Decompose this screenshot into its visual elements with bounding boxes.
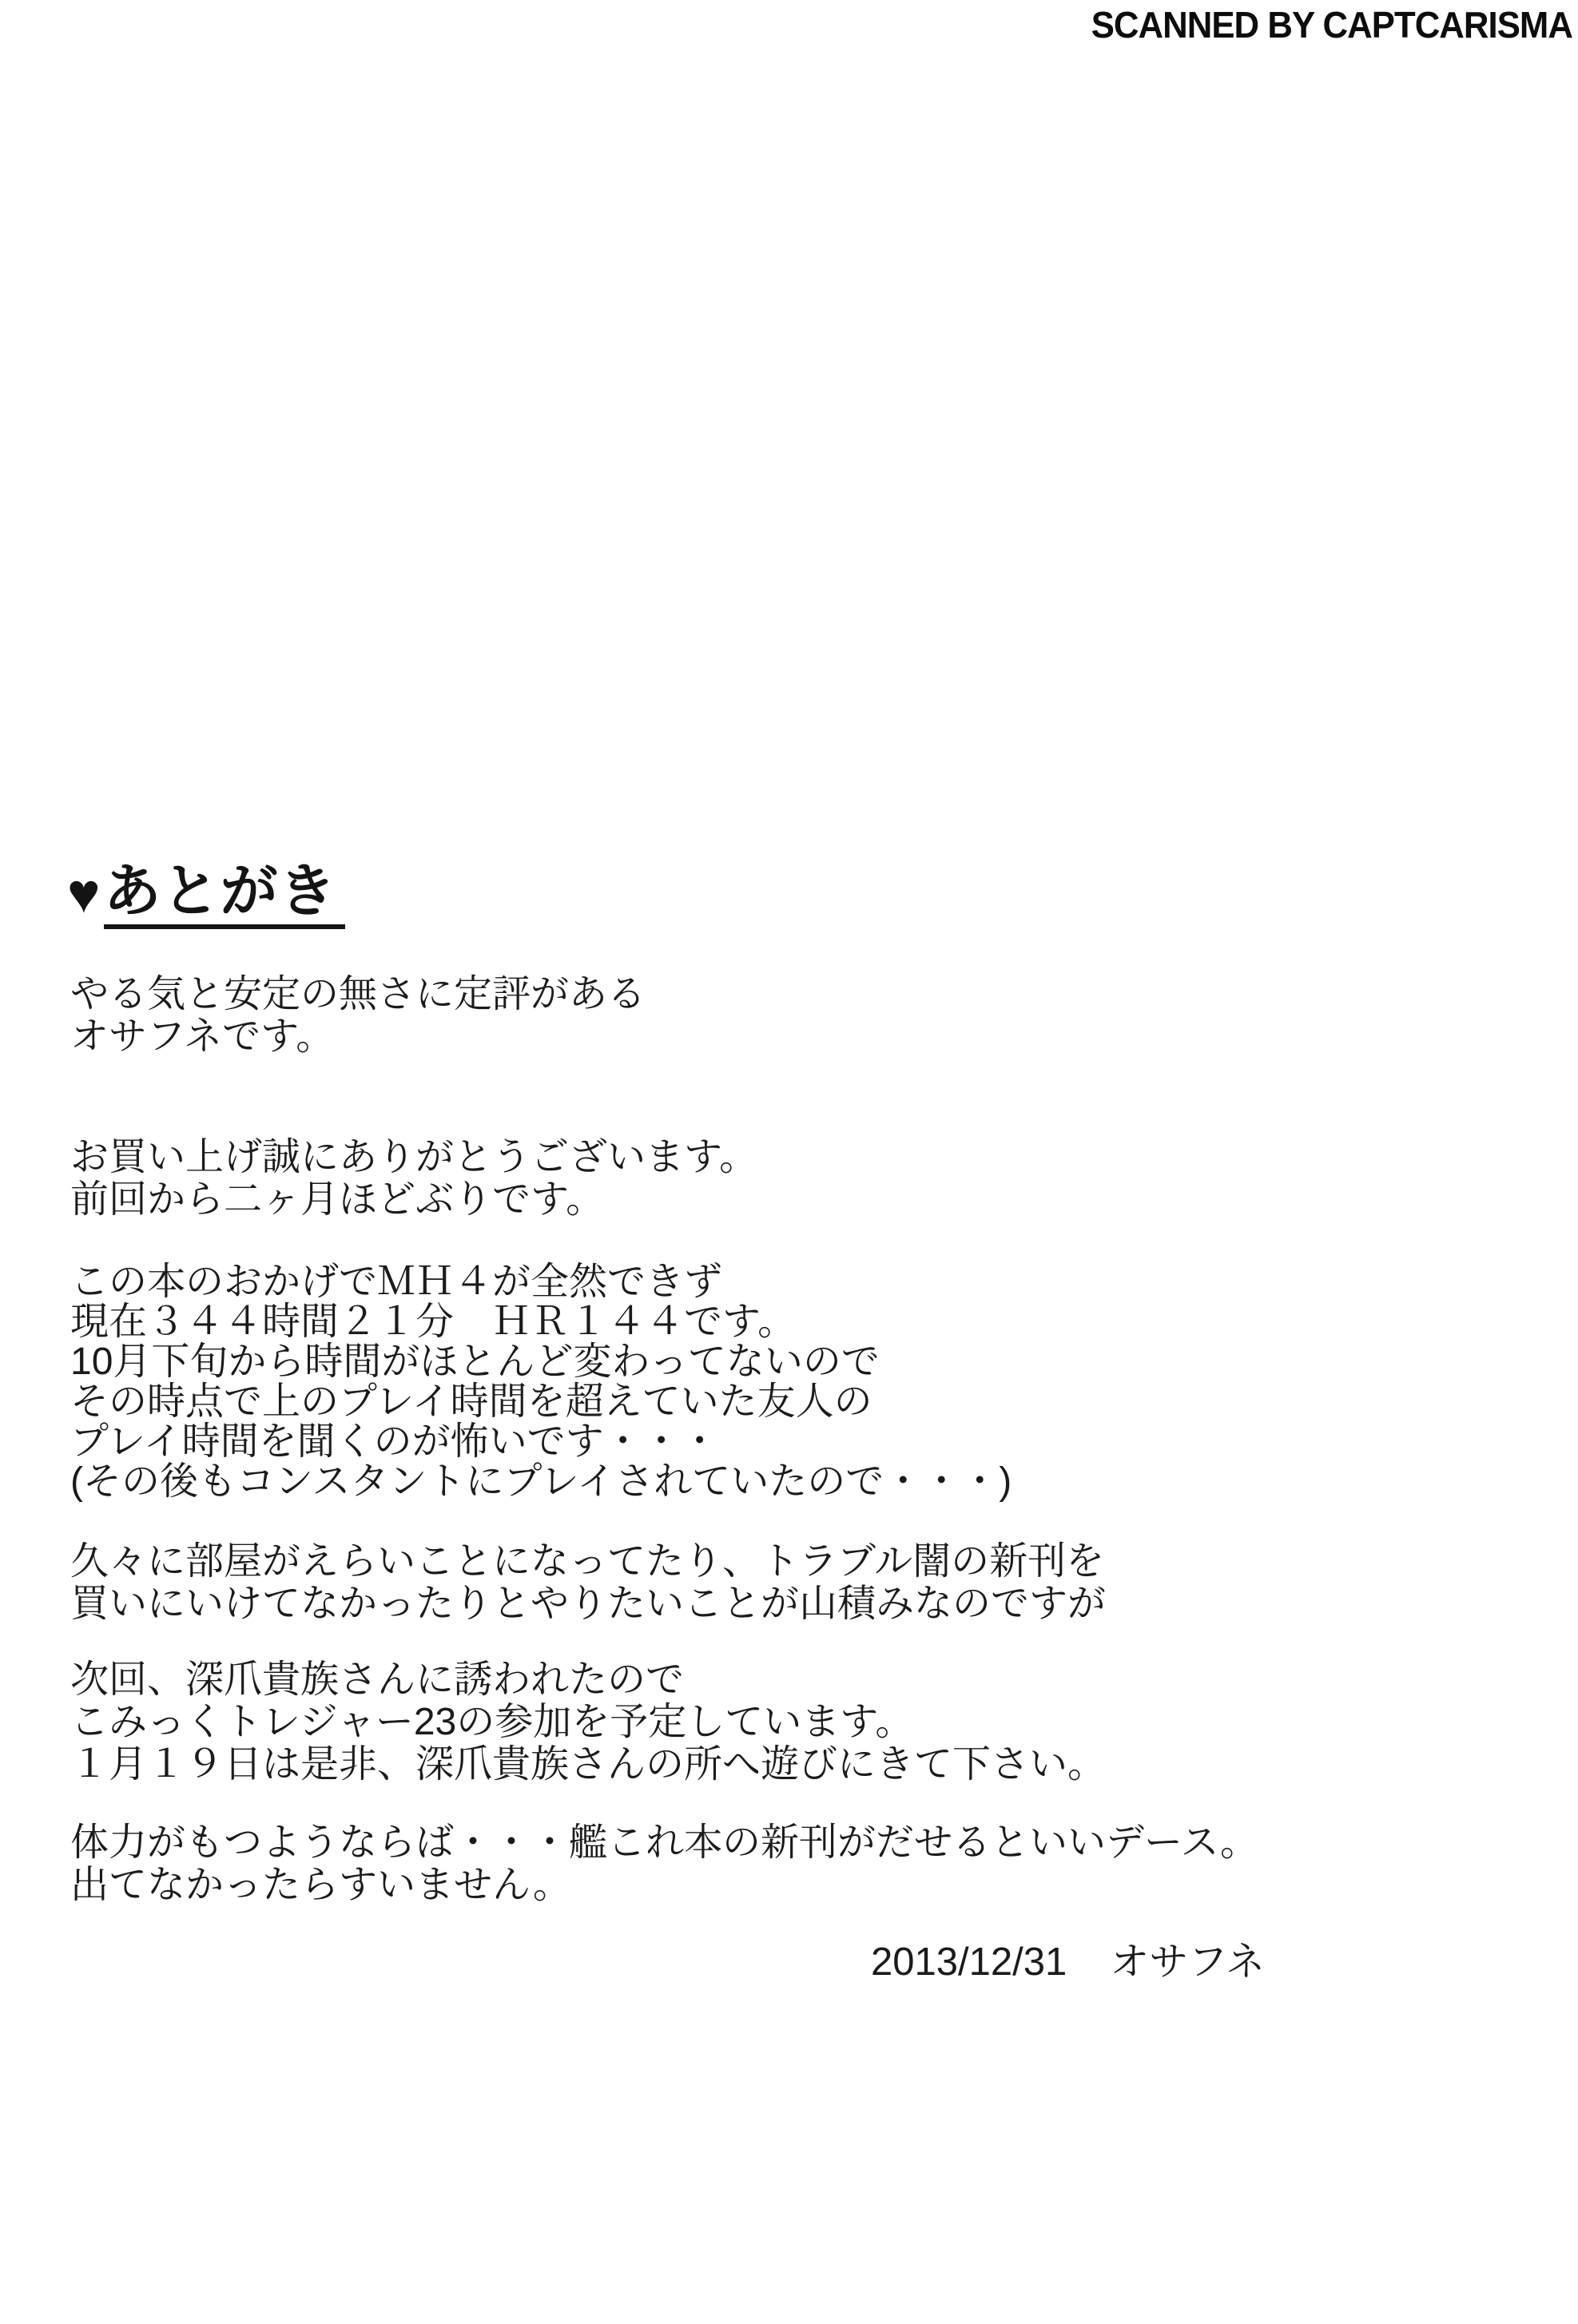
- text-line: 現在３４４時間２１分 ＨＲ１４４です。: [70, 1301, 797, 1343]
- signature-line: [871, 1940, 1265, 1984]
- afterword-paragraph-1: [70, 973, 646, 1058]
- heart-icon: ♥: [67, 862, 101, 924]
- text-line: 体力がもつようならば・・・艦これ本の新刊がだせるといいデース。: [70, 1821, 1259, 1864]
- text-line: １月１９日は是非、深爪貴族さんの所へ遊びにきて下さい。: [70, 1743, 1107, 1786]
- signature-date: 2013/12/31: [871, 1941, 1067, 1984]
- afterword-paragraph-5: [70, 1659, 1106, 1786]
- text-line: こみっくトレジャー23の参加を予定しています。: [70, 1701, 914, 1743]
- text-line: 次回、深爪貴族さんに誘われたので: [70, 1659, 685, 1701]
- text-line: この本のおかげでＭＨ４が全然できず: [70, 1261, 723, 1303]
- signature-author: オサフネ: [1110, 1941, 1266, 1984]
- text-line: 10月下旬から時間がほとんど変わってないので: [70, 1341, 880, 1383]
- scanner-credit: SCANNED BY CAPTCARISMA: [1091, 4, 1572, 46]
- afterword-paragraph-4: [70, 1540, 1106, 1625]
- text-line: お買い上げ誠にありがとうございます。: [70, 1136, 758, 1178]
- afterword-paragraph-3: [70, 1262, 1012, 1502]
- afterword-paragraph-2: [70, 1136, 757, 1221]
- text-line: (その後もコンスタントにプレイされていたので・・・): [70, 1460, 1012, 1503]
- text-line: やる気と安定の無さに定評がある: [70, 973, 646, 1015]
- text-line: プレイ時間を聞くのが怖いです・・・: [70, 1420, 719, 1463]
- afterword-heading-title: あとがき: [104, 863, 345, 929]
- text-line: 買いにいけてなかったりとやりたいことが山積みなのですが: [70, 1583, 1107, 1625]
- text-line: 出てなかったらすいません。: [70, 1864, 571, 1906]
- text-line: その時点で上のプレイ時間を超えていた友人の: [70, 1380, 872, 1423]
- text-line: 久々に部屋がえらいことになってたり、トラブル闇の新刊を: [70, 1540, 1105, 1583]
- text-line: 前回から二ヶ月ほどぶりです。: [70, 1178, 605, 1221]
- afterword-heading: [67, 860, 345, 929]
- text-line: オサフネです。: [70, 1015, 335, 1058]
- afterword-paragraph-6: [70, 1821, 1258, 1906]
